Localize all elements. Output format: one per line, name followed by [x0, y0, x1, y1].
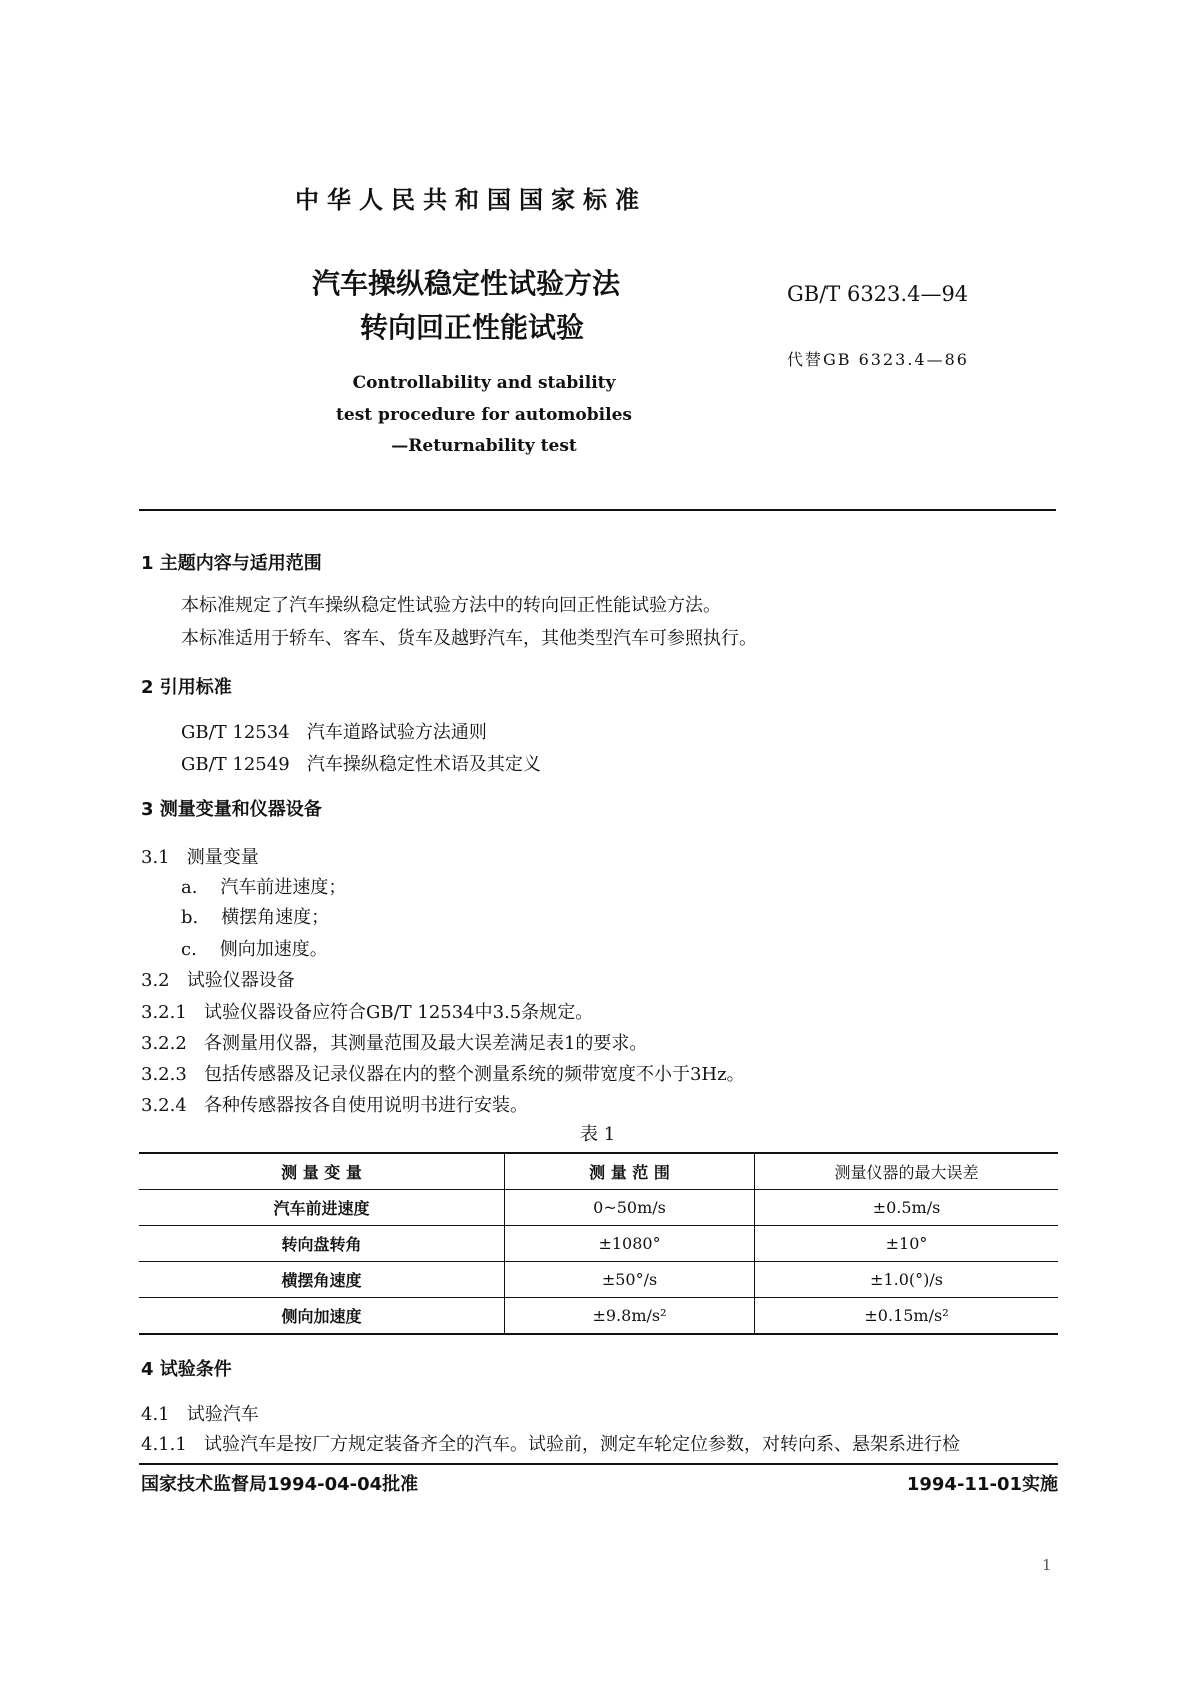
section3-1: 3.1 测量变量 — [141, 847, 259, 868]
table-row — [139, 1190, 1058, 1226]
standard-code: GB/T 6323.4—94 — [787, 282, 969, 306]
table-header-row — [139, 1153, 1058, 1190]
section3-2-1: 3.2.1 试验仪器设备应符合GB/T 12534中3.5条规定。 — [141, 1002, 594, 1023]
cell: 0~50m/s — [505, 1190, 755, 1226]
table-row — [139, 1298, 1058, 1335]
section3-2: 3.2 试验仪器设备 — [141, 970, 295, 991]
col-header: 测量仪器的最大误差 — [755, 1153, 1059, 1190]
section3-2-2: 3.2.2 各测量用仪器，其测量范围及最大误差满足表1的要求。 — [141, 1033, 648, 1054]
cell: ±50°/s — [505, 1262, 755, 1298]
section1-heading: 1 主题内容与适用范围 — [141, 553, 322, 574]
cell: ±0.15m/s² — [755, 1298, 1059, 1335]
section3-2-3: 3.2.3 包括传感器及记录仪器在内的整个测量系统的频带宽度不小于3Hz。 — [141, 1064, 745, 1085]
cell: 横摆角速度 — [139, 1262, 505, 1298]
item-b: b. 横摆角速度； — [181, 907, 330, 928]
section4-heading: 4 试验条件 — [141, 1359, 232, 1380]
national-standard-label: 中华人民共和国国家标准 — [295, 186, 647, 214]
title-line2: 转向回正性能试验 — [360, 311, 585, 344]
page-number: 1 — [1042, 1556, 1052, 1574]
english-title-line1: Controllability and stability — [352, 373, 616, 393]
cell: ±9.8m/s² — [505, 1298, 755, 1335]
title-line1: 汽车操纵稳定性试验方法 — [312, 267, 621, 300]
table-row — [139, 1262, 1058, 1298]
cell: ±1.0(°)/s — [755, 1262, 1059, 1298]
section4-1: 4.1 试验汽车 — [141, 1404, 259, 1425]
section3-2-4: 3.2.4 各种传感器按各自使用说明书进行安装。 — [141, 1095, 528, 1116]
section4-1-1: 4.1.1 试验汽车是按厂方规定装备齐全的汽车。试验前，测定车轮定位参数，对转向系、悬架系进行检 — [141, 1434, 960, 1455]
col-header: 测 量 变 量 — [139, 1153, 505, 1190]
reference-1: GB/T 12534 汽车道路试验方法通则 — [181, 722, 487, 743]
english-title-line3: —Returnability test — [391, 436, 577, 456]
cell: ±0.5m/s — [755, 1190, 1059, 1226]
section1-para1: 本标准规定了汽车操纵稳定性试验方法中的转向回正性能试验方法。 — [181, 595, 721, 616]
reference-2: GB/T 12549 汽车操纵稳定性术语及其定义 — [181, 754, 541, 775]
footer-divider — [139, 1463, 1058, 1465]
table-row — [139, 1226, 1058, 1262]
replaces-code: 代替GB 6323.4—86 — [787, 350, 969, 369]
cell: 转向盘转角 — [139, 1226, 505, 1262]
table-caption: 表 1 — [580, 1124, 616, 1145]
section1-para2: 本标准适用于轿车、客车、货车及越野汽车，其他类型汽车可参照执行。 — [181, 628, 757, 649]
item-a: a. 汽车前进速度； — [181, 877, 347, 898]
table-1 — [139, 1152, 1058, 1335]
effective-date: 1994-11-01实施 — [906, 1474, 1058, 1495]
approval-date: 国家技术监督局1994-04-04批准 — [141, 1474, 419, 1495]
cell: ±10° — [755, 1226, 1059, 1262]
section2-heading: 2 引用标准 — [141, 677, 232, 698]
header-divider — [139, 509, 1056, 511]
cell: 侧向加速度 — [139, 1298, 505, 1335]
english-title-line2: test procedure for automobiles — [336, 405, 632, 425]
cell: 汽车前进速度 — [139, 1190, 505, 1226]
item-c: c. 侧向加速度。 — [181, 939, 328, 960]
cell: ±1080° — [505, 1226, 755, 1262]
section3-heading: 3 测量变量和仪器设备 — [141, 799, 322, 820]
col-header: 测 量 范 围 — [505, 1153, 755, 1190]
